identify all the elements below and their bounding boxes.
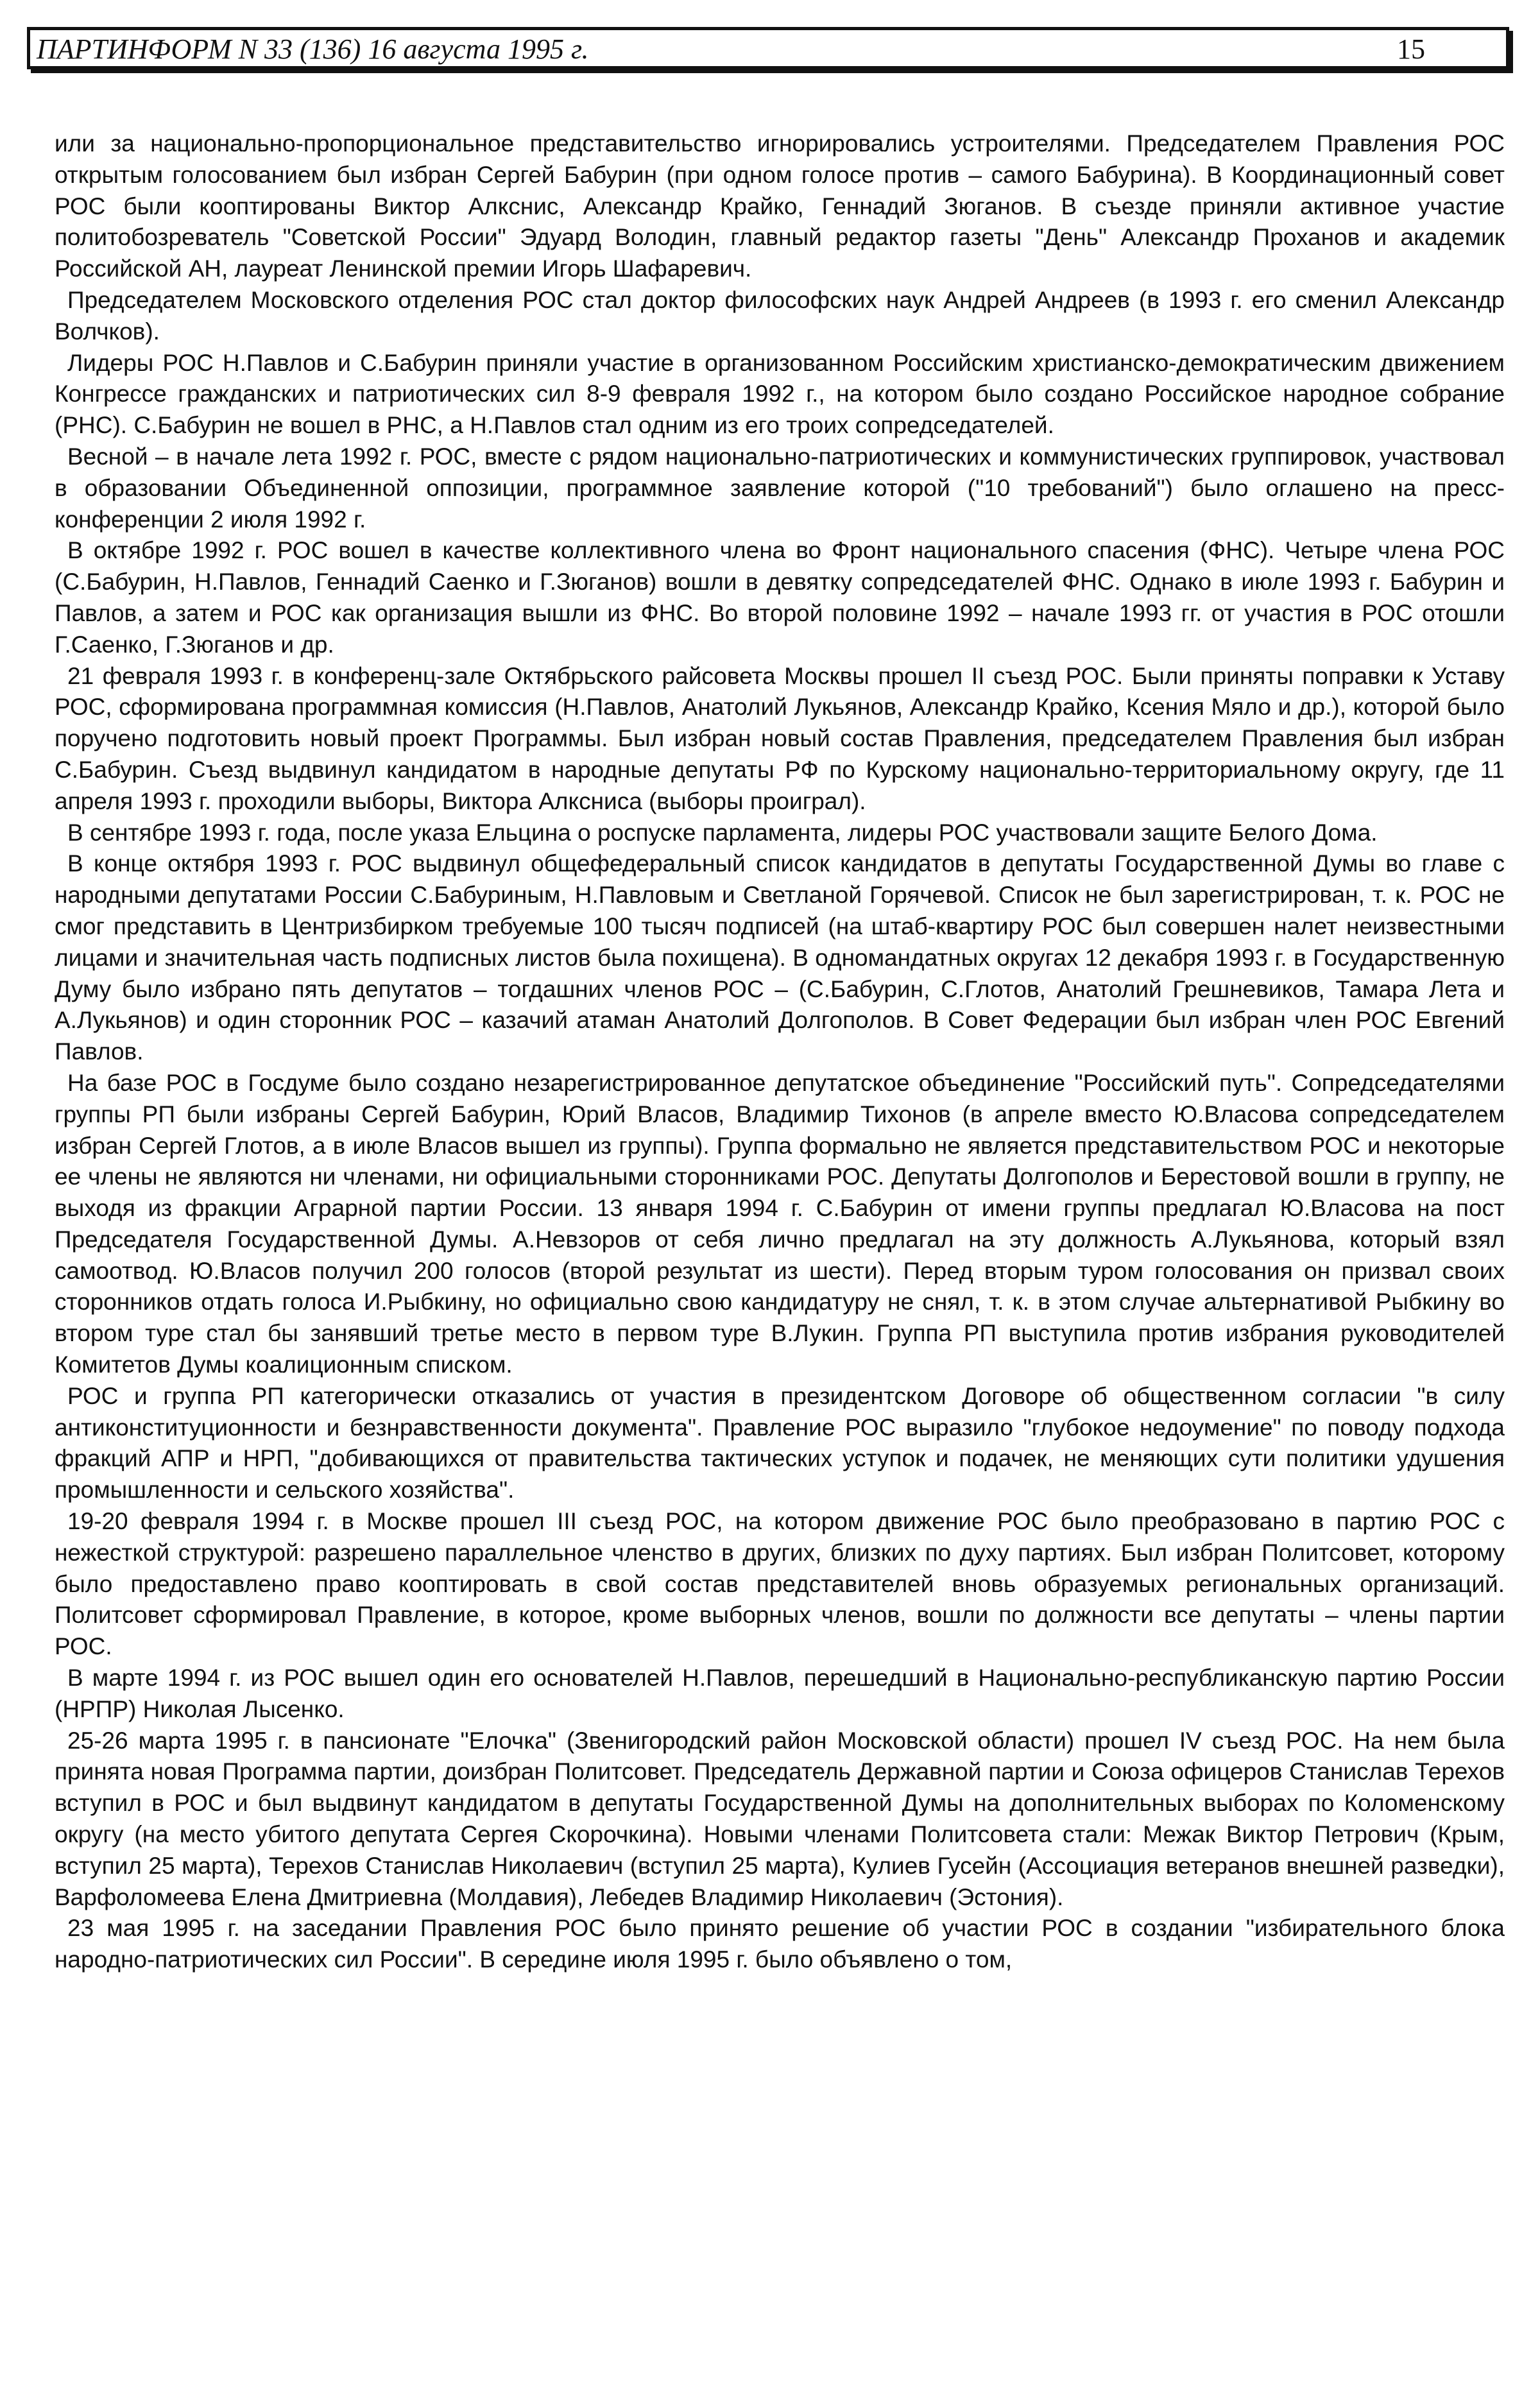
paragraph: РОС и группа РП категорически отказались от участия в президентском Договоре об общественном согласии "в силу антиконституционности и безнравственности документа". Правление РОС выразило "глубокое недоумение" по поводу подхода фракций АПР и НРП, "добивающихся от правительства тактических уступок и подачек, не меняющих сути политики удушения промышленности и сельского хозяйства". (55, 1382, 1505, 1504)
page-number: 15 (1397, 33, 1425, 65)
paragraph: 25-26 марта 1995 г. в пансионате "Елочка" (Звенигородский район Московской области) прошел IV съезд РОС. На нем была принята новая Программа партии, доизбран Политсовет. Председатель Державной партии и Союза офицеров Станислав Терехов вступил в РОС и был выдвинут кандидатом в депутаты Государственной Думы на дополнительных выборах по Коломенскому округу (на место убитого депутата Сергея Скорочкина). Новыми членами Политсовета стали: Межак Виктор Петрович (Крым, вступил 25 марта), Терехов Станислав Николаевич (вступил 25 марта), Кулиев Гусейн (Ассоциация ветеранов внешней разведки), Варфоломеева Елена Дмитриевна (Молдавия), Лебедев Владимир Николаевич (Эстония). (55, 1727, 1505, 1910)
paragraph: Весной – в начале лета 1992 г. РОС, вместе с рядом национально-патриотических и коммунистических группировок, участвовал в образовании Объединенной оппозиции, программное заявление которой ("10 требований") было оглашено на пресс-конференции 2 июля 1992 г. (55, 443, 1505, 533)
paragraph: В сентябре 1993 г. года, после указа Ельцина о роспуске парламента, лидеры РОС участвовали защите Белого Дома. (67, 819, 1378, 846)
paragraph: Лидеры РОС Н.Павлов и С.Бабурин приняли участие в организованном Российским христианско-демократическим движением Конгрессе гражданских и патриотических сил 8-9 февраля 1992 г., на котором было создано Российское народное собрание (РНС). С.Бабурин не вошел в РНС, а Н.Павлов стал одним из его троих сопредседателей. (55, 349, 1505, 439)
paragraph: 21 февраля 1993 г. в конференц-зале Октябрьского райсовета Москвы прошел II съезд РОС. Были приняты поправки к Уставу РОС, сформирована программная комиссия (Н.Павлов, Анатолий Лукьянов, Александр Крайко, Ксения Мяло и др.), которой было поручено подготовить новый проект Программы. Был избран новый состав Правления, председателем Правления был избран С.Бабурин. Съезд выдвинул кандидатом в народные депутаты РФ по Курскому национально-территориальному округу, где 11 апреля 1993 г. проходили выборы, Виктора Алксниса (выборы проиграл). (55, 662, 1505, 814)
paragraph: В октябре 1992 г. РОС вошел в качестве коллективного члена во Фронт национального спасения (ФНС). Четыре члена РОС (С.Бабурин, Н.Павлов, Геннадий Саенко и Г.Зюганов) вошли в девятку сопредседателей ФНС. Однако в июле 1993 г. Бабурин и Павлов, а затем и РОС как организация вышли из ФНС. Во второй половине 1992 – начале 1993 гг. от участия в РОС отошли Г.Саенко, Г.Зюганов и др. (55, 537, 1505, 658)
paragraph: 19-20 февраля 1994 г. в Москве прошел III съезд РОС, на котором движение РОС было преобразовано в партию РОС с нежесткой структурой: разрешено параллельное членство в других, близких по духу партиях. Был избран Политсовет, которому было предоставлено право кооптировать в свой состав представителей вновь образуемых региональных организаций. Политсовет сформировал Правление, в которое, кроме выборных членов, вошли по должности все депутаты – члены партии РОС. (55, 1508, 1505, 1660)
paragraph: В конце октября 1993 г. РОС выдвинул общефедеральный список кандидатов в депутаты Государственной Думы во главе с народными депутатами России С.Бабуриным, Н.Павловым и Светланой Горячевой. Список не был зарегистрирован, т. к. РОС не смог представить в Центризбирком требуемые 100 тысяч подписей (на штаб-квартиру РОС был совершен налет неизвестными лицами и значительная часть подписных листов была похищена). В одномандатных округах 12 декабря 1993 г. в Государственную Думу было избрано пять депутатов – тогдашних членов РОС – (С.Бабурин, С.Глотов, Анатолий Грешневиков, Тамара Лета и А.Лукьянов) и один сторонник РОС – казачий атаман Анатолий Долгополов. В Совет Федерации был избран член РОС Евгений Павлов. (55, 850, 1505, 1065)
paragraph: или за национально-пропорциональное представительство игнорировались устроителями. Председателем Правления РОС открытым голосованием был избран Сергей Бабурин (при одном голосе против – самого Бабурина). В Координационный совет РОС были кооптированы Виктор Алкснис, Александр Крайко, Геннадий Зюганов. В съезде приняли активное участие политобозреватель "Советской России" Эдуард Володин, главный редактор газеты "День" Александр Проханов и академик Российской АН, лауреат Ленинской премии Игорь Шафаревич. (55, 130, 1505, 282)
newspaper-title: ПАРТИНФОРМ N 33 (136) 16 августа 1995 г. (37, 33, 589, 65)
paragraph: 23 мая 1995 г. на заседании Правления РОС было принято решение об участии РОС в создании "избирательного блока народно-патриотических сил России". В середине июля 1995 г. было объявлено о том, (55, 1915, 1505, 1973)
article-body (55, 128, 1505, 1976)
paragraph: Председателем Московского отделения РОС стал доктор философских наук Андрей Андреев (в 1993 г. его сменил Александр Волчков). (55, 286, 1505, 345)
page-header (27, 27, 1509, 69)
paragraph: На базе РОС в Госдуме было создано незарегистрированное депутатское объединение "Российский путь". Сопредседателями группы РП были избраны Сергей Бабурин, Юрий Власов, Владимир Тихонов (в апреле вместо Ю.Власова сопредседателем избран Сергей Глотов, а в июле Власов вышел из группы). Группа формально не является представительством РОС и некоторые ее члены не являются ни членами, ни официальными сторонниками РОС. Депутаты Долгополов и Берестовой вошли в группу, не выходя из фракции Аграрной партии России. 13 января 1994 г. С.Бабурин от имени группы предлагал Ю.Власова на пост Председателя Государственной Думы. А.Невзоров от себя лично предлагал на эту должность А.Лукьянова, который взял самоотвод. Ю.Власов получил 200 голосов (второй результат из шести). Перед вторым туром голосования он призвал своих сторонников отдать голоса И.Рыбкину, но официально свою кандидатуру не снял, т. к. в этом случае альтернативой Рыбкину во втором туре стал бы занявший третье место в первом туре В.Лукин. Группа РП выступила против избрания руководителей Комитетов Думы коалиционным списком. (55, 1069, 1505, 1378)
paragraph: В марте 1994 г. из РОС вышел один его основателей Н.Павлов, перешедший в Национально-республиканскую партию России (НРПР) Николая Лысенко. (55, 1665, 1505, 1722)
